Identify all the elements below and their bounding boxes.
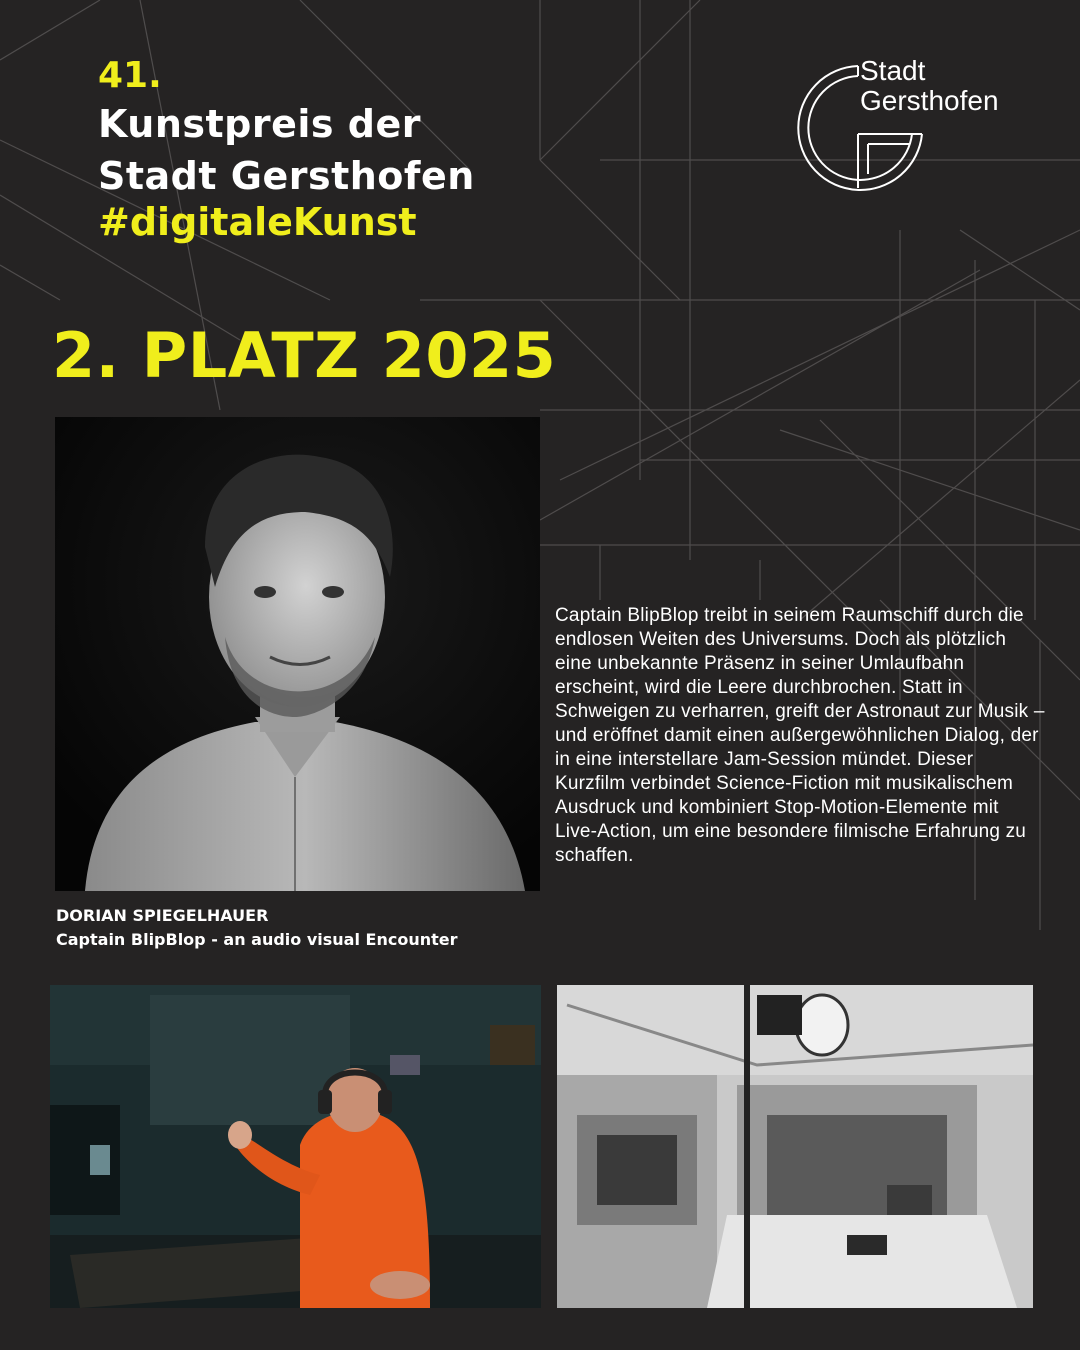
hashtag: #digitaleKunst [98, 200, 417, 244]
award-title-line2: Stadt Gersthofen [98, 154, 475, 198]
place-heading: 2. PLATZ 2025 [52, 319, 557, 392]
artist-name: DORIAN SPIEGELHAUER [56, 906, 269, 925]
work-description: Captain BlipBlop treibt in seinem Raumschiff durch die endlosen Weiten des Universums. Doch als plötzlich eine unbekannte Präsenz in seiner Umlaufbahn erscheint, wird die Leere durchbrochen. Statt in Schweigen zu verharren, greift der Astronaut zur Musik – und eröffnet damit einen außergewöhnlichen Dialog, der in eine interstellare Jam-Session mündet. Dieser Kurzfilm verbindet Science-Fiction mit musikalischem Ausdruck und kombiniert Stop-Motion-Elemente mit Live-Action, um eine besondere filmische Erfahrung zu schaffen. [555, 605, 1045, 866]
work-title: Captain BlipBlop - an audio visual Encounter [56, 930, 458, 949]
city-logo-text [860, 56, 999, 116]
artist-portrait-photo [55, 417, 540, 891]
city-logo-line1: Stadt [860, 55, 926, 86]
award-title-line1: Kunstpreis der [98, 102, 421, 146]
city-logo-line2: Gersthofen [860, 85, 999, 116]
award-heading [98, 54, 475, 248]
edition-number: 41. [98, 55, 162, 96]
astronaut-film-still-photo [50, 985, 541, 1308]
artist-caption [56, 904, 458, 952]
film-set-bw-photo [557, 985, 1033, 1308]
